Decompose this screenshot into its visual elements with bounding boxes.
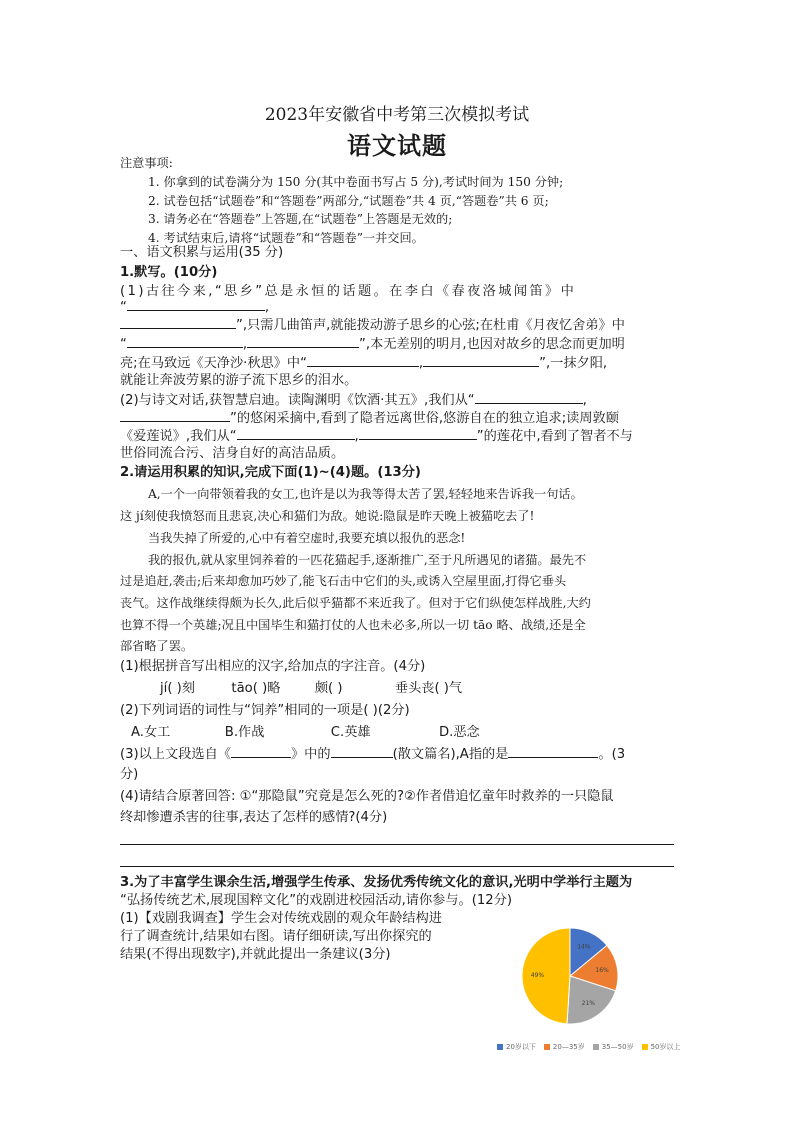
option-b[interactable]: B.作战 bbox=[224, 725, 265, 740]
q1-text: ”,一抹夕阳, bbox=[539, 356, 608, 371]
q1-text: ”,本无差别的明月,也因对故乡的思念而更加明 bbox=[359, 337, 625, 352]
q2-sub4: 终却惨遭杀害的往事,表达了怎样的感情?(4分) bbox=[120, 810, 388, 825]
passage-line: 部省略了罢。 bbox=[120, 639, 194, 653]
answer-blank[interactable] bbox=[120, 314, 236, 329]
legend-label: 20岁以下 bbox=[506, 1043, 536, 1051]
quote-mark: “ bbox=[120, 300, 127, 315]
q1-text: ”的悠闲采摘中,看到了隐者远离世俗,悠游自在的独立追求;读周敦颐 bbox=[230, 411, 619, 426]
q1-text: (1)古往今来,“思乡”总是永恒的话题。在李白《春夜洛城闻笛》中 bbox=[120, 284, 577, 299]
answer-blank[interactable] bbox=[247, 333, 359, 348]
legend-swatch bbox=[642, 1044, 648, 1050]
legend-item bbox=[544, 1043, 585, 1051]
legend-item bbox=[642, 1043, 681, 1051]
passage-line: A,一个一向带领着我的女工,也许是以为我等得太苦了罢,轻轻地来告诉我一句话。 bbox=[148, 487, 583, 501]
legend-swatch bbox=[544, 1044, 550, 1050]
answer-blank[interactable] bbox=[127, 333, 243, 348]
answer-line[interactable] bbox=[120, 866, 674, 867]
comma: , bbox=[242, 337, 248, 352]
answer-blank[interactable] bbox=[359, 425, 477, 440]
pinyin-item[interactable]: 颇( ) bbox=[314, 681, 343, 696]
answer-blank[interactable] bbox=[475, 389, 583, 404]
answer-blank[interactable] bbox=[231, 743, 291, 758]
pie-data-label: 14% bbox=[577, 943, 591, 951]
q1-text: 《爱莲说》,我们从“ bbox=[120, 429, 237, 444]
legend-item bbox=[593, 1043, 634, 1051]
pie-slice bbox=[522, 928, 570, 1024]
legend-label: 50岁以上 bbox=[650, 1043, 681, 1051]
answer-blank[interactable] bbox=[120, 407, 230, 422]
pie-data-label: 49% bbox=[530, 971, 545, 979]
notice-item: 2. 试卷包括“试题卷”和“答题卷”两部分,“试题卷”共 4 页,“答题卷”共 6 页; bbox=[148, 194, 549, 208]
q1-text: ”,只需几曲笛声,就能拨动游子思乡的心弦;在杜甫《月夜忆舍弟》中 bbox=[236, 318, 625, 333]
q2-sub3 bbox=[120, 743, 625, 765]
comma: , bbox=[582, 393, 587, 408]
answer-blank[interactable] bbox=[331, 743, 393, 758]
question-1-title: 1.默写。(10分) bbox=[120, 265, 218, 280]
passage-line: 也算不得一个英雄;况且中国毕生和猫打仗的人也未必多,所以一切 tāo 略、战绩,还是全 bbox=[120, 618, 586, 632]
q1-text: 就能让奔波劳累的游子流下思乡的泪水。 bbox=[120, 373, 358, 388]
q2-sub1-items bbox=[160, 678, 462, 699]
pinyin-item[interactable]: jí( )刻 bbox=[160, 681, 195, 696]
option-a[interactable]: A.女工 bbox=[131, 725, 171, 740]
q3-text: 3.为了丰富学生课余生活,增强学生传承、发扬优秀传统文化的意识,光明中学举行主题为 bbox=[120, 875, 633, 890]
comma: , bbox=[418, 356, 424, 371]
notice-item: 3. 请务必在“答题卷”上答题,在“试题卷”上答题是无效的; bbox=[148, 212, 453, 226]
q2-sub3-text: 。(3 bbox=[598, 747, 626, 762]
q1-text: 亮;在马致远《天净沙·秋思》中“ bbox=[120, 356, 307, 371]
notice-item: 4. 考试结束后,请将“试题卷”和“答题卷”一并交回。 bbox=[148, 231, 424, 245]
answer-blank[interactable] bbox=[237, 425, 355, 440]
question-2-title: 2.请运用积累的知识,完成下面(1)~(4)题。(13分) bbox=[120, 465, 421, 480]
pie-data-label: 16% bbox=[595, 966, 609, 974]
comma: , bbox=[354, 429, 359, 444]
option-c[interactable]: C.英雄 bbox=[330, 725, 371, 740]
section-heading: 一、语文积累与运用(35 分) bbox=[120, 245, 284, 260]
answer-blank[interactable] bbox=[508, 743, 598, 758]
subject-title: 语文试题 bbox=[347, 131, 447, 160]
q3-sub1: 行了调查统计,结果如右图。请仔细研读,写出你探究的 bbox=[120, 929, 432, 944]
passage-line: 这 jí刻使我愤怒而且悲哀,决心和猫们为敌。她说:隐鼠是昨天晚上被猫吃去了! bbox=[120, 509, 535, 523]
legend-label: 35—50岁 bbox=[601, 1043, 634, 1051]
passage-line: 过是追赶,袭击;后来却愈加巧妙了,能飞石击中它们的头,或诱入空屋里面,打得它垂头 bbox=[120, 574, 567, 588]
legend-label: 20—35岁 bbox=[552, 1043, 585, 1051]
exam-title: 2023年安徽省中考第三次模拟考试 bbox=[264, 105, 530, 125]
pie-data-label: 21% bbox=[581, 999, 596, 1007]
answer-blank[interactable] bbox=[423, 352, 539, 367]
q2-sub1-title: (1)根据拼音写出相应的汉字,给加点的字注音。(4分) bbox=[120, 659, 426, 674]
q1-text: 世俗同流合污、洁身自好的高洁品质。 bbox=[120, 446, 345, 461]
legend-item bbox=[497, 1043, 536, 1051]
q2-sub2-title: (2)下列词语的词性与“饲养”相同的一项是( )(2分) bbox=[120, 703, 410, 718]
chart-legend bbox=[497, 1042, 689, 1052]
q2-sub4: (4)请结合原著回答: ①“那隐鼠”究竟是怎么死的?②作者借追忆童年时救养的一只隐鼠 bbox=[120, 789, 614, 804]
age-pie-chart bbox=[500, 918, 680, 1038]
q2-sub3-text: (散文篇名),A指的是 bbox=[392, 747, 509, 762]
quote-mark: “ bbox=[120, 337, 127, 352]
notice-heading: 注意事项: bbox=[120, 156, 173, 170]
passage-line: 丧气。这作战继续得颇为长久,此后似乎猫都不来近我了。但对于它们纵使怎样战胜,大约 bbox=[120, 596, 591, 610]
answer-line[interactable] bbox=[120, 844, 674, 845]
passage-line: 我的报仇,就从家里饲养着的一匹花猫起手,逐渐推广,至于凡所遇见的诸猫。最先不 bbox=[148, 553, 587, 567]
answer-blank[interactable] bbox=[127, 296, 265, 311]
pinyin-item[interactable]: 垂头丧( )气 bbox=[394, 681, 463, 696]
answer-blank[interactable] bbox=[307, 352, 419, 367]
pinyin-item[interactable]: tāo( )略 bbox=[231, 681, 281, 696]
q2-sub3-text: (3)以上文段选自《 bbox=[120, 747, 231, 762]
legend-swatch bbox=[497, 1044, 503, 1050]
q1-text: ”的莲花中,看到了智者不与 bbox=[476, 429, 633, 444]
q3-text: “弘扬传统艺术,展现国粹文化”的戏剧进校园活动,请你参与。(12分) bbox=[120, 893, 512, 908]
notice-item: 1. 你拿到的试卷满分为 150 分(其中卷面书写占 5 分),考试时间为 150 分钟; bbox=[148, 175, 564, 189]
q2-sub3-text: 》中的 bbox=[291, 747, 331, 762]
comma: , bbox=[264, 300, 270, 315]
q2-sub2-options bbox=[131, 722, 480, 743]
legend-swatch bbox=[593, 1044, 599, 1050]
q3-sub1: 结果(不得出现数字),并就此提出一条建议(3分) bbox=[120, 947, 391, 962]
option-d[interactable]: D.恶念 bbox=[438, 725, 480, 740]
q2-sub3-tail: 分) bbox=[120, 767, 139, 782]
q1-text: (2)与诗文对话,获智慧启迪。读陶渊明《饮酒·其五》,我们从“ bbox=[120, 393, 475, 408]
passage-line: 当我失掉了所爱的,心中有着空虚时,我要充填以报仇的恶念! bbox=[148, 531, 466, 545]
q3-sub1: (1)【戏剧我调查】学生会对传统戏剧的观众年龄结构进 bbox=[120, 911, 442, 926]
